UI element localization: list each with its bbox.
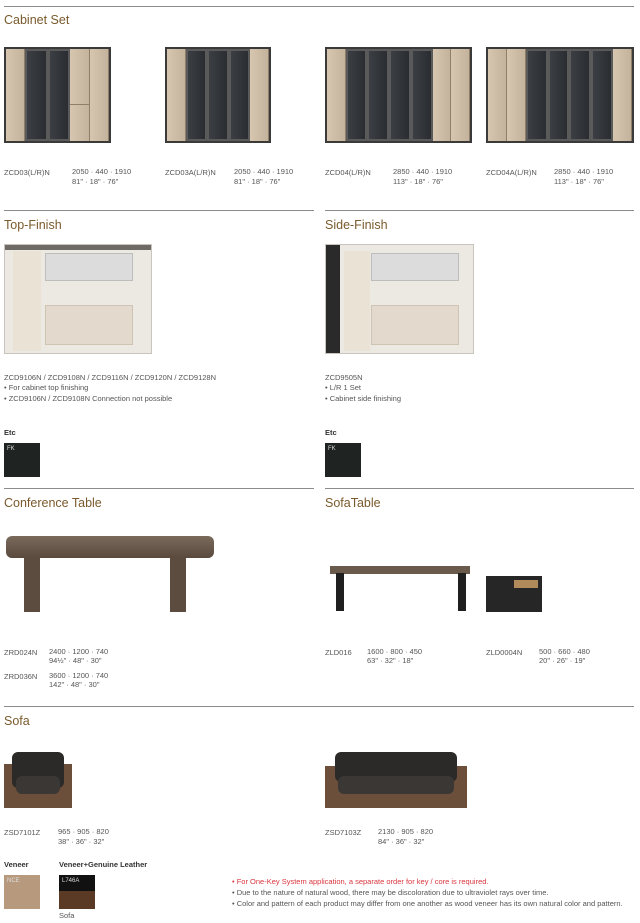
section-title-conference-table: Conference Table bbox=[4, 496, 102, 510]
dimension-mm: 965 · 905 · 820 bbox=[58, 827, 109, 836]
note-item: • For cabinet top finishing bbox=[4, 383, 89, 392]
dimension-inch: 63" · 32" · 18" bbox=[367, 656, 414, 665]
cabinet-image-zcd03 bbox=[4, 47, 111, 143]
dimension-mm: 2130 · 905 · 820 bbox=[378, 827, 434, 836]
top-finish-image bbox=[4, 244, 152, 354]
section-title-sofa: Sofa bbox=[4, 714, 30, 728]
finish-swatch-nce: NCE bbox=[4, 875, 40, 909]
dimension-mm: 2850 · 440 · 1910 bbox=[393, 167, 453, 176]
finish-swatch-fk: FK bbox=[4, 443, 40, 477]
cabinet-image-zcd04a bbox=[486, 47, 634, 143]
section-title-top-finish: Top-Finish bbox=[4, 218, 62, 232]
section-rule bbox=[4, 488, 314, 489]
dimension-inch: 81" · 18" · 76" bbox=[234, 177, 281, 186]
footnote: • Color and pattern of each product may differ from one another as wood veneer has its own natural color and pattern. bbox=[232, 899, 623, 908]
section-rule bbox=[325, 488, 634, 489]
product-code: ZCD9505N bbox=[325, 373, 363, 382]
section-rule bbox=[4, 706, 634, 707]
product-code: ZCD04A(L/R)N bbox=[486, 168, 537, 177]
product-code: ZLD0004N bbox=[486, 648, 523, 657]
side-finish-image bbox=[325, 244, 474, 354]
dimension-inch: 113" · 18" · 76" bbox=[393, 177, 443, 186]
dimension-inch: 84" · 36" · 32" bbox=[378, 837, 425, 846]
swatch-caption: Sofa bbox=[59, 911, 75, 920]
section-title-cabinet-set: Cabinet Set bbox=[4, 13, 70, 27]
dimension-mm: 3600 · 1200 · 740 bbox=[49, 671, 109, 680]
dimension-inch: 142" · 48" · 30" bbox=[49, 680, 100, 689]
section-rule bbox=[325, 210, 634, 211]
dimension-mm: 1600 · 800 · 450 bbox=[367, 647, 423, 656]
product-code-list: ZCD9106N / ZCD9108N / ZCD9116N / ZCD9120N / ZCD9128N bbox=[4, 373, 217, 382]
dimension-mm: 2850 · 440 · 1910 bbox=[554, 167, 614, 176]
note-item: • Cabinet side finishing bbox=[325, 394, 402, 403]
note-item: • ZCD9106N / ZCD9108N Connection not possible bbox=[4, 394, 173, 403]
section-rule bbox=[4, 6, 634, 7]
dimension-inch: 94½" · 48" · 30" bbox=[49, 656, 102, 665]
footnote: • Due to the nature of natural wood, there may be discoloration due to ultraviolet rays over time. bbox=[232, 888, 549, 897]
finish-swatch-fk: FK bbox=[325, 443, 361, 477]
cabinet-image-zcd03a bbox=[165, 47, 271, 143]
product-code: ZRD036N bbox=[4, 672, 38, 681]
section-title-sofa-table: SofaTable bbox=[325, 496, 381, 510]
finish-swatch-l746a: L746A bbox=[59, 875, 95, 909]
product-code: ZRD024N bbox=[4, 648, 38, 657]
veneer-label: Veneer bbox=[4, 860, 29, 869]
product-code: ZCD04(L/R)N bbox=[325, 168, 371, 177]
product-code: ZCD03(L/R)N bbox=[4, 168, 50, 177]
dimension-inch: 20" · 26" · 19" bbox=[539, 656, 586, 665]
leather-label: Veneer+Genuine Leather bbox=[59, 860, 148, 869]
etc-label: Etc bbox=[325, 428, 337, 437]
product-code: ZSD7103Z bbox=[325, 828, 362, 837]
product-code: ZSD7101Z bbox=[4, 828, 41, 837]
note-item: • L/R 1 Set bbox=[325, 383, 361, 392]
section-title-side-finish: Side-Finish bbox=[325, 218, 388, 232]
cabinet-image-zcd04 bbox=[325, 47, 472, 143]
dimension-mm: 2050 · 440 · 1910 bbox=[72, 167, 132, 176]
dimension-mm: 2400 · 1200 · 740 bbox=[49, 647, 109, 656]
product-code: ZCD03A(L/R)N bbox=[165, 168, 216, 177]
dimension-mm: 500 · 660 · 480 bbox=[539, 647, 590, 656]
dimension-inch: 113" · 18" · 76" bbox=[554, 177, 604, 186]
section-rule bbox=[4, 210, 314, 211]
dimension-mm: 2050 · 440 · 1910 bbox=[234, 167, 294, 176]
product-code: ZLD016 bbox=[325, 648, 352, 657]
etc-label: Etc bbox=[4, 428, 16, 437]
dimension-inch: 38" · 36" · 32" bbox=[58, 837, 105, 846]
dimension-inch: 81" · 18" · 76" bbox=[72, 177, 119, 186]
footnote-warning: • For One-Key System application, a separate order for key / core is required. bbox=[232, 877, 489, 886]
